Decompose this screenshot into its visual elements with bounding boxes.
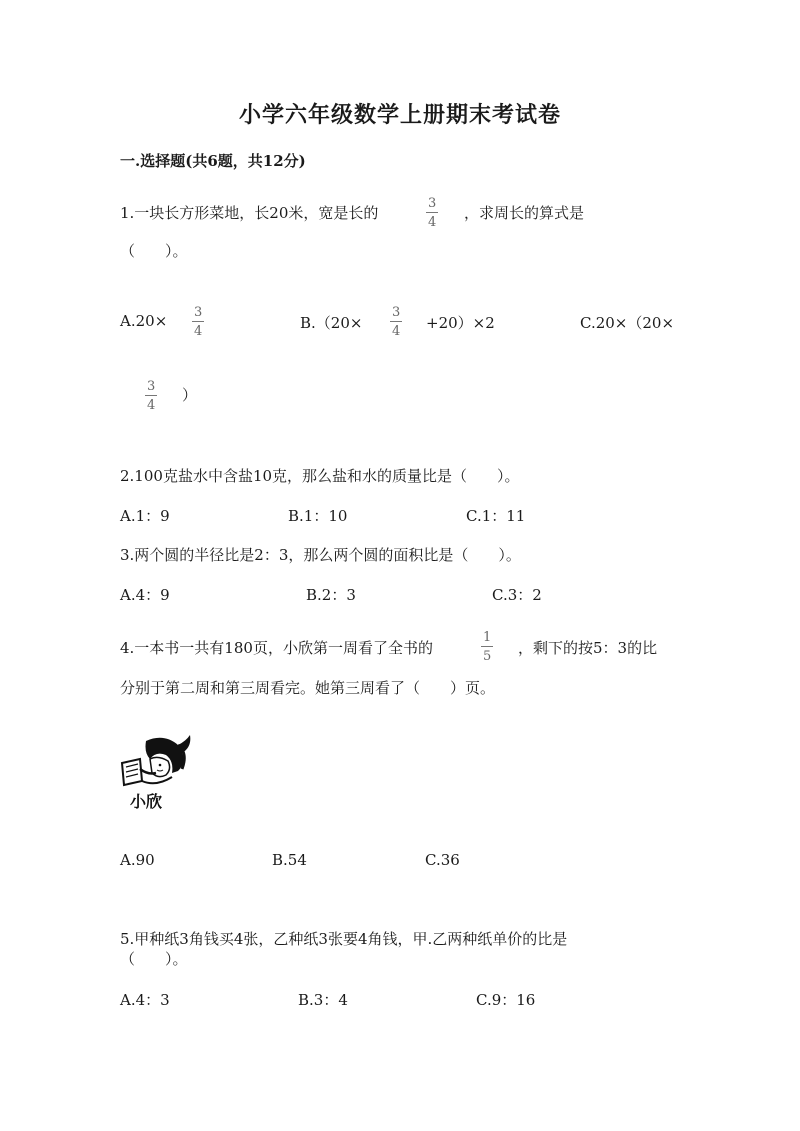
q1-stem-part1: 1.一块长方形菜地，长20米，宽是长的 xyxy=(120,204,379,222)
q1-stem-part2: ，求周长的算式是 xyxy=(464,204,585,222)
q1-option-c-end: ） xyxy=(182,386,198,404)
q1-option-c: C.20×（20× xyxy=(580,314,675,332)
q5-option-b: B.3：4 xyxy=(298,991,348,1009)
section-heading: 一.选择题(共6题，共12分) xyxy=(120,152,306,170)
q5-stem-part1: 5.甲种纸3角钱买4张，乙种纸3张要4角钱，甲.乙两种纸单价的比是 xyxy=(120,930,568,948)
q3-option-c: C.3：2 xyxy=(492,586,542,604)
fraction-denominator: 4 xyxy=(428,215,437,230)
q4-stem-part1: 4.一本书一共有180页，小欣第一周看了全书的 xyxy=(120,639,433,657)
q5-option-a: A.4：3 xyxy=(120,991,170,1009)
fraction-numerator: 3 xyxy=(428,196,437,211)
q4-option-a: A.90 xyxy=(120,851,155,869)
girl-reading-illustration xyxy=(116,733,196,813)
q1-option-c-fraction xyxy=(145,380,157,412)
figure-caption: 小欣 xyxy=(130,792,163,811)
q5-stem-part2: （ ）。 xyxy=(120,950,188,968)
q5-option-c: C.9：16 xyxy=(476,991,536,1009)
q1-option-a-fraction xyxy=(192,306,204,338)
q4-stem-fraction xyxy=(481,631,493,663)
q4-option-c: C.36 xyxy=(425,851,460,869)
q2-option-c: C.1：11 xyxy=(466,507,526,525)
fraction-denominator: 5 xyxy=(483,649,492,664)
q3-stem: 3.两个圆的半径比是2：3，那么两个圆的面积比是（ ）。 xyxy=(120,546,521,564)
q1-option-b-part1: B.（20× xyxy=(300,314,363,332)
fraction-numerator: 3 xyxy=(147,379,156,394)
q1-option-b-part2: +20）×2 xyxy=(426,314,495,332)
q1-stem-fraction xyxy=(426,197,438,229)
fraction-denominator: 4 xyxy=(392,324,401,339)
q1-stem-part3: （ ）。 xyxy=(120,242,188,260)
q4-option-b: B.54 xyxy=(272,851,307,869)
q2-stem: 2.100克盐水中含盐10克，那么盐和水的质量比是（ ）。 xyxy=(120,467,520,485)
q4-stem-part3: 分别于第二周和第三周看完。她第三周看了（ ）页。 xyxy=(120,679,496,697)
q2-option-b: B.1：10 xyxy=(288,507,348,525)
q3-option-a: A.4：9 xyxy=(120,586,170,604)
q2-option-a: A.1：9 xyxy=(120,507,170,525)
fraction-numerator: 3 xyxy=(392,305,401,320)
page-title: 小学六年级数学上册期末考试卷 xyxy=(238,102,561,128)
q1-option-b-fraction xyxy=(390,306,402,338)
fraction-numerator: 3 xyxy=(194,305,203,320)
q4-stem-part2: ，剩下的按5：3的比 xyxy=(518,639,658,657)
fraction-numerator: 1 xyxy=(483,630,492,645)
q1-option-a: A.20× xyxy=(120,312,168,330)
fraction-denominator: 4 xyxy=(147,398,156,413)
fraction-denominator: 4 xyxy=(194,324,203,339)
q3-option-b: B.2：3 xyxy=(306,586,356,604)
